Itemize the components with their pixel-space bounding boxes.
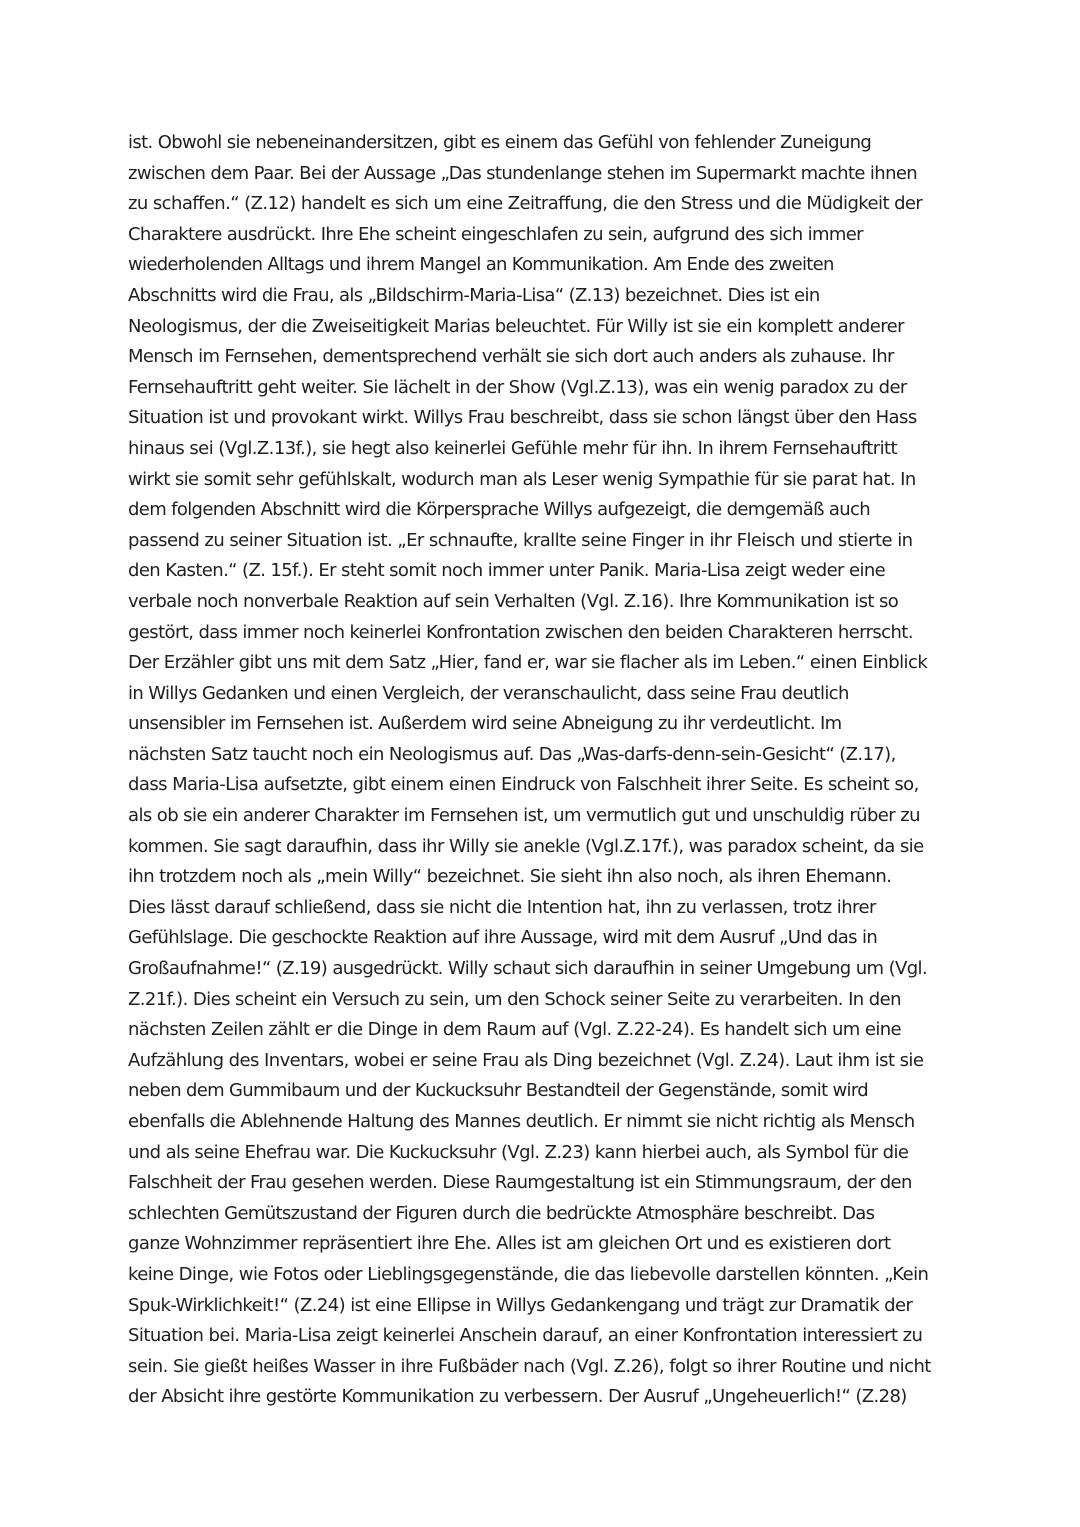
text-line: Spuk-Wirklichkeit!“ (Z.24) ist eine Ellipse in Willys Gedankengang und trägt zur Dramatik der	[128, 1294, 913, 1316]
text-line: und als seine Ehefrau war. Die Kuckucksuhr (Vgl. Z.23) kann hierbei auch, als Symbol für die	[128, 1141, 909, 1163]
text-line: Neologismus, der die Zweiseitigkeit Marias beleuchtet. Für Willy ist sie ein komplett anderer	[128, 315, 904, 337]
text-line: wiederholenden Alltags und ihrem Mangel an Kommunikation. Am Ende des zweiten	[128, 254, 834, 276]
text-line: als ob sie ein anderer Charakter im Fernsehen ist, um vermutlich gut und unschuldig rüber zu	[128, 805, 920, 827]
text-line: der Absicht ihre gestörte Kommunikation zu verbessern. Der Ausruf „Ungeheuerlich!“ (Z.28)	[128, 1386, 907, 1408]
text-line: zwischen dem Paar. Bei der Aussage „Das stundenlange stehen im Supermarkt machte ihnen	[128, 162, 918, 184]
text-line: Aufzählung des Inventars, wobei er seine Frau als Ding bezeichnet (Vgl. Z.24). Laut ihm ist sie	[128, 1049, 924, 1071]
text-line: zu schaffen.“ (Z.12) handelt es sich um eine Zeitraffung, die den Stress und die Müdigkeit der	[128, 193, 923, 215]
text-line: Großaufnahme!“ (Z.19) ausgedrückt. Willy schaut sich daraufhin in seiner Umgebung um (Vgl.	[128, 958, 928, 980]
text-line: ebenfalls die Ablehnende Haltung des Mannes deutlich. Er nimmt sie nicht richtig als Mensch	[128, 1111, 915, 1132]
text-line: Situation ist und provokant wirkt. Willys Frau beschreibt, dass sie schon längst über den Hass	[128, 407, 917, 429]
text-line: Gefühlslage. Die geschockte Reaktion auf ihre Aussage, wird mit dem Ausruf „Und das in	[128, 927, 878, 949]
text-line: dem folgenden Abschnitt wird die Körpersprache Willys aufgezeigt, die demgemäß auch	[128, 499, 871, 521]
text-line: ist. Obwohl sie nebeneinandersitzen, gibt es einem das Gefühl von fehlender Zuneigung	[128, 132, 872, 153]
text-line: passend zu seiner Situation ist. „Er schnaufte, krallte seine Finger in ihr Fleisch und stierte in	[128, 529, 913, 551]
text-line: Abschnitts wird die Frau, als „Bildschirm-Maria-Lisa“ (Z.13) bezeichnet. Dies ist ein	[128, 284, 820, 306]
text-line: sein. Sie gießt heißes Wasser in ihre Fußbäder nach (Vgl. Z.26), folgt so ihrer Routine und nicht	[128, 1355, 931, 1377]
text-line: Z.21f.). Dies scheint ein Versuch zu sein, um den Schock seiner Seite zu verarbeiten. In den	[128, 988, 901, 1010]
text-line: in Willys Gedanken und einen Vergleich, der veranschaulicht, dass seine Frau deutlich	[128, 682, 849, 704]
text-line: den Kasten.“ (Z. 15f.). Er steht somit noch immer unter Panik. Maria-Lisa zeigt weder eine	[128, 560, 886, 582]
body-text	[128, 128, 1008, 1413]
text-line: Falschheit der Frau gesehen werden. Diese Raumgestaltung ist ein Stimmungsraum, der den	[128, 1172, 912, 1194]
text-line: Mensch im Fernsehen, dementsprechend verhält sie sich dort auch anders als zuhause. Ihr	[128, 346, 894, 368]
text-line: Der Erzähler gibt uns mit dem Satz „Hier, fand er, war sie flacher als im Leben.“ einen Einblick	[128, 652, 928, 674]
text-line: dass Maria-Lisa aufsetzte, gibt einem einen Eindruck von Falschheit ihrer Seite. Es scheint so,	[128, 774, 919, 796]
text-line: Charaktere ausdrückt. Ihre Ehe scheint eingeschlafen zu sein, aufgrund des sich immer	[128, 223, 863, 245]
text-line: nächsten Zeilen zählt er die Dinge in dem Raum auf (Vgl. Z.22-24). Es handelt sich um eine	[128, 1019, 902, 1041]
text-line: verbale noch nonverbale Reaktion auf sein Verhalten (Vgl. Z.16). Ihre Kommunikation ist so	[128, 590, 899, 612]
text-line: Fernsehauftritt geht weiter. Sie lächelt in der Show (Vgl.Z.13), was ein wenig paradox zu der	[128, 376, 907, 398]
text-line: hinaus sei (Vgl.Z.13f.), sie hegt also keinerlei Gefühle mehr für ihn. In ihrem Fernsehauftritt	[128, 437, 897, 459]
text-line: keine Dinge, wie Fotos oder Lieblingsgegenstände, die das liebevolle darstellen könnten. „Kein	[128, 1263, 929, 1285]
text-line: nächsten Satz taucht noch ein Neologismus auf. Das „Was-darfs-denn-sein-Gesicht“ (Z.17),	[128, 743, 896, 765]
text-line: kommen. Sie sagt daraufhin, dass ihr Willy sie anekle (Vgl.Z.17f.), was paradox scheint, da sie	[128, 835, 924, 857]
text-line: Dies lässt darauf schließend, dass sie nicht die Intention hat, ihn zu verlassen, trotz ihrer	[128, 896, 876, 918]
text-line: ihn trotzdem noch als „mein Willy“ bezeichnet. Sie sieht ihn also noch, als ihren Ehemann.	[128, 866, 892, 888]
text-line: wirkt sie somit sehr gefühlskalt, wodurch man als Leser wenig Sympathie für sie parat hat. In	[128, 468, 916, 490]
text-line: ganze Wohnzimmer repräsentiert ihre Ehe. Alles ist am gleichen Ort und es existieren dort	[128, 1233, 891, 1255]
text-line: gestört, dass immer noch keinerlei Konfrontation zwischen den beiden Charakteren herrscht.	[128, 621, 913, 643]
text-line: Situation bei. Maria-Lisa zeigt keinerlei Anschein darauf, an einer Konfrontation interessiert zu	[128, 1325, 923, 1347]
text-line: unsensibler im Fernsehen ist. Außerdem wird seine Abneigung zu ihr verdeutlicht. Im	[128, 713, 842, 735]
text-line: neben dem Gummibaum und der Kuckucksuhr Bestandteil der Gegenstände, somit wird	[128, 1080, 869, 1102]
text-line: schlechten Gemütszustand der Figuren durch die bedrückte Atmosphäre beschreibt. Das	[128, 1202, 875, 1224]
